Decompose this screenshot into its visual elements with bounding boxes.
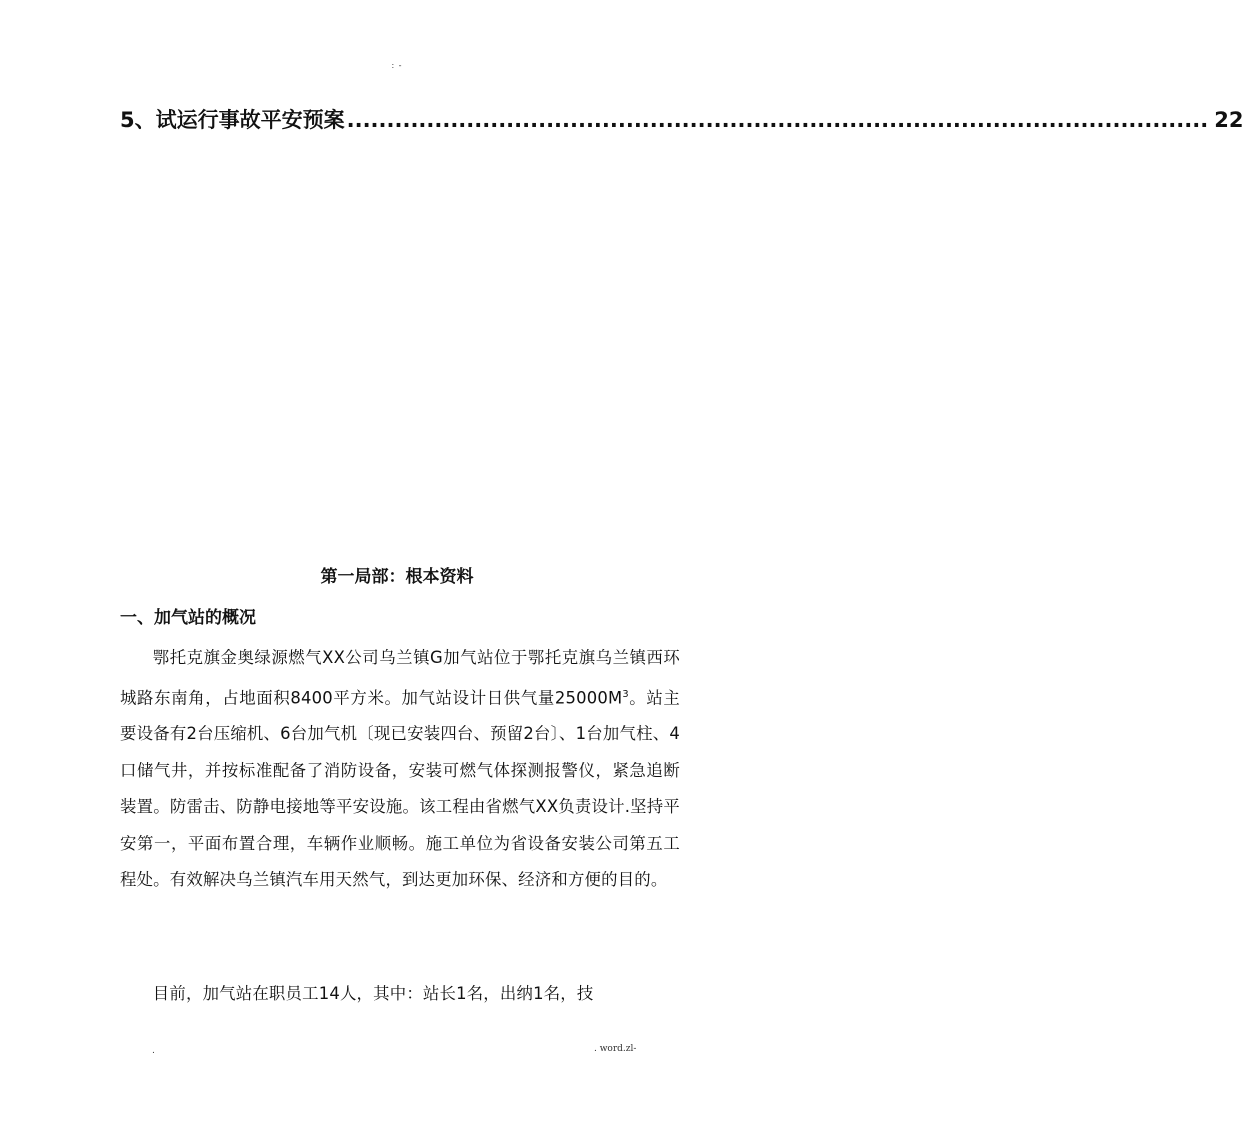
toc-entry-label: 5、试运行事故平安预案: [120, 108, 345, 132]
overview-text-part2: 。站主要设备有2台压缩机、6台加气机〔现已安装四台、预留2台〕、1台加气柱、4口储气井，并按标准配备了消防设备，安装可燃气体探测报警仪，紧急追断装置。防雷击、防静电接地等平安设施。该工程由省燃气XX负责设计.坚持平安第一，平面布置合理，车辆作业顺畅。施工单位为省设备安装公司第五工程处。有效解决乌兰镇汽车用天然气，到达更加环保、经济和方便的目的。: [120, 687, 680, 890]
section-title: 第一局部：根本资料: [320, 567, 474, 587]
cubic-superscript: 3: [622, 688, 629, 700]
footer-watermark: . word.zl-: [594, 1044, 637, 1054]
footer-left-mark: .: [152, 1046, 155, 1056]
subsection-title: 一、加气站的概况: [120, 608, 256, 628]
overview-text-part1: 鄂托克旗金奥绿源燃气XX公司乌兰镇G加气站位于鄂托克旗乌兰镇西环城路东南角，占地面积8400平方米。加气站设计日供气量25000M: [120, 648, 680, 707]
toc-dot-leader: ............................................................................................................: [346, 108, 1209, 132]
header-mark: : -: [391, 61, 403, 70]
overview-paragraph: [120, 640, 680, 899]
staff-paragraph: 目前，加气站在职员工14人，其中：站长1名，出纳1名，技: [152, 984, 594, 1003]
toc-page-number: 22: [1214, 108, 1243, 132]
toc-entry[interactable]: [120, 104, 1243, 136]
